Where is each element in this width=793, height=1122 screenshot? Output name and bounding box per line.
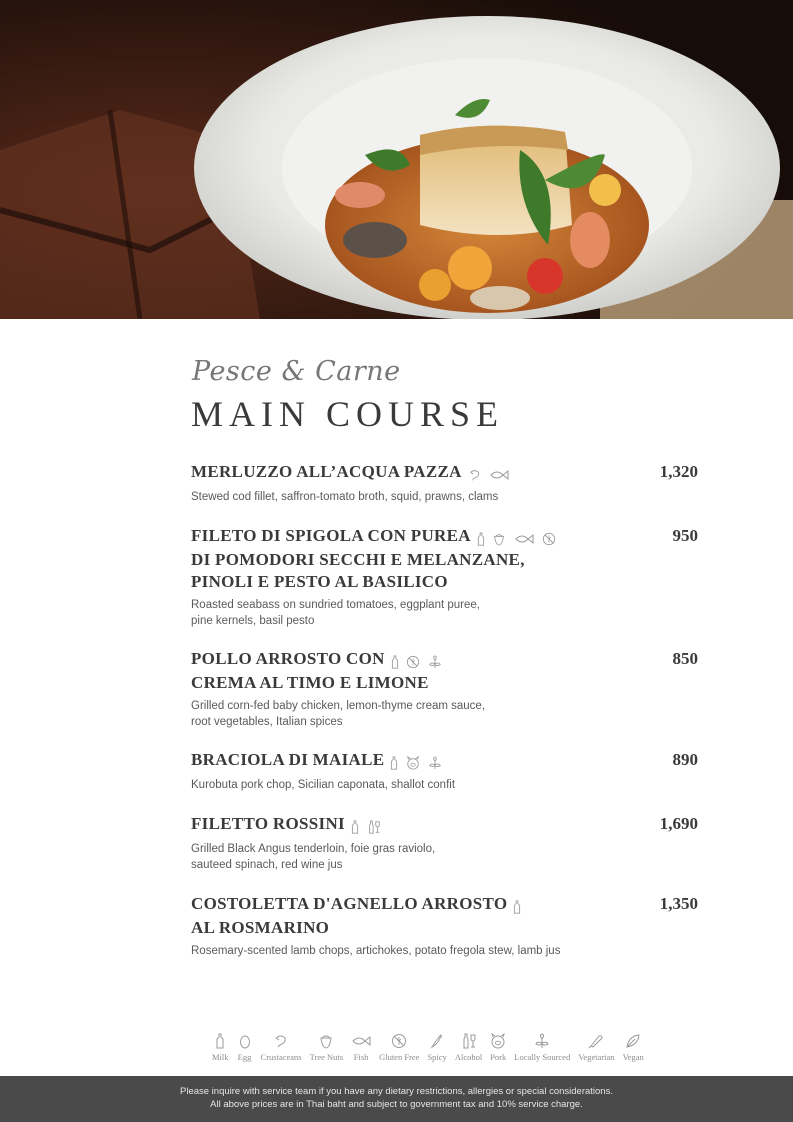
allergen-icons	[513, 895, 524, 917]
locally-sourced-icon	[534, 1033, 550, 1049]
dish-name: FILETO DI SPIGOLA CON PUREA DI POMODORI SECCHI E MELANZANE, PINOLI E PESTO AL BASILICO	[191, 525, 698, 593]
dish-price: 890	[672, 750, 698, 769]
alcohol-icon	[367, 820, 381, 834]
vegetarian-icon	[588, 1033, 604, 1049]
legend-item-spicy: Spicy	[427, 1033, 446, 1062]
legend-item-locally-sourced: Locally Sourced	[514, 1033, 570, 1062]
pork-icon	[490, 1033, 506, 1049]
legend-item-egg: Egg	[237, 1033, 253, 1062]
egg-icon	[237, 1033, 253, 1049]
page-title: MAIN COURSE	[191, 394, 505, 434]
milk-icon	[477, 532, 485, 546]
dish-price: 1,690	[659, 814, 698, 833]
milk-icon	[212, 1033, 228, 1049]
dish-description: Stewed cod fillet, saffron-tomato broth, squid, prawns, clams	[191, 491, 499, 503]
alcohol-icon	[461, 1033, 477, 1049]
dish-name: COSTOLETTA D'AGNELLO ARROSTO AL ROSMARINO	[191, 893, 698, 939]
dish-description: Kurobuta pork chop, Sicilian caponata, shallot confit	[191, 779, 456, 791]
milk-icon	[351, 820, 359, 834]
gluten-free-icon	[406, 655, 420, 669]
locally-sourced-icon	[428, 655, 442, 669]
dish-description: Grilled Black Angus tenderloin, foie gras raviolo, sauteed spinach, red wine jus	[191, 843, 436, 871]
allergen-legend	[212, 1033, 652, 1062]
gluten-free-icon	[391, 1033, 407, 1049]
menu-item	[191, 525, 698, 629]
legend-item-vegan: Vegan	[623, 1033, 644, 1062]
legend-item-gluten-free: Gluten Free	[379, 1033, 419, 1062]
locally-sourced-icon	[428, 756, 442, 770]
allergen-icons	[390, 751, 444, 773]
dish-price: 1,350	[659, 894, 698, 913]
footer-line: Please inquire with service team if you have any dietary restrictions, allergies or special considerations.	[180, 1086, 613, 1097]
footer-line: All above prices are in Thai baht and subject to government tax and 10% service charge.	[210, 1098, 583, 1110]
menu-item	[191, 461, 698, 505]
dish-description: Grilled corn-fed baby chicken, lemon-thyme cream sauce, root vegetables, Italian spices	[191, 700, 486, 728]
milk-icon	[391, 655, 399, 669]
crustaceans-icon	[468, 468, 482, 482]
dish-name	[191, 461, 698, 485]
dish-description: Roasted seabass on sundried tomatoes, eggplant puree, pine kernels, basil pesto	[191, 599, 480, 627]
menu-item	[191, 648, 698, 730]
tree-nuts-icon	[318, 1033, 334, 1049]
allergen-icons	[468, 463, 513, 485]
menu-item	[191, 749, 698, 793]
legend-item-crustaceans: Crustaceans	[261, 1033, 302, 1062]
fish-icon	[514, 532, 534, 546]
menu-item	[191, 813, 698, 873]
fish-icon	[489, 468, 509, 482]
dish-name: POLLO ARROSTO CON CREMA AL TIMO E LIMONE	[191, 648, 698, 694]
legend-item-alcohol: Alcohol	[455, 1033, 482, 1062]
gluten-free-icon	[542, 532, 556, 546]
legend-item-fish: Fish	[351, 1033, 371, 1062]
legend-item-milk: Milk	[212, 1033, 229, 1062]
allergen-icons	[391, 650, 445, 672]
allergen-icons	[477, 527, 559, 549]
spicy-icon	[429, 1033, 445, 1049]
footer-notice	[0, 1076, 793, 1122]
section-subtitle-script: Pesce & Carne	[192, 356, 401, 387]
milk-icon	[513, 900, 521, 914]
fish-icon	[351, 1033, 371, 1049]
legend-item-tree-nuts: Tree Nuts	[310, 1033, 343, 1062]
milk-icon	[390, 756, 398, 770]
dish-price: 850	[672, 649, 698, 668]
pork-icon	[406, 756, 420, 770]
dish-price: 1,320	[659, 462, 698, 481]
crustaceans-icon	[273, 1033, 289, 1049]
dish-name: FILETTO ROSSINI	[191, 813, 698, 837]
allergen-icons	[351, 815, 384, 837]
legend-item-vegetarian: Vegetarian	[578, 1033, 614, 1062]
tree-nuts-icon	[492, 532, 506, 546]
dish-name-line: MERLUZZO ALL’ACQUA PAZZA	[191, 461, 698, 485]
hero-photo	[0, 0, 793, 319]
dish-description: Rosemary-scented lamb chops, artichokes, potato fregola stew, lamb jus	[191, 945, 561, 957]
vegan-icon	[625, 1033, 641, 1049]
dish-price: 950	[672, 526, 698, 545]
dish-name: BRACIOLA DI MAIALE	[191, 749, 698, 773]
legend-item-pork: Pork	[490, 1033, 506, 1062]
menu-item	[191, 893, 698, 959]
